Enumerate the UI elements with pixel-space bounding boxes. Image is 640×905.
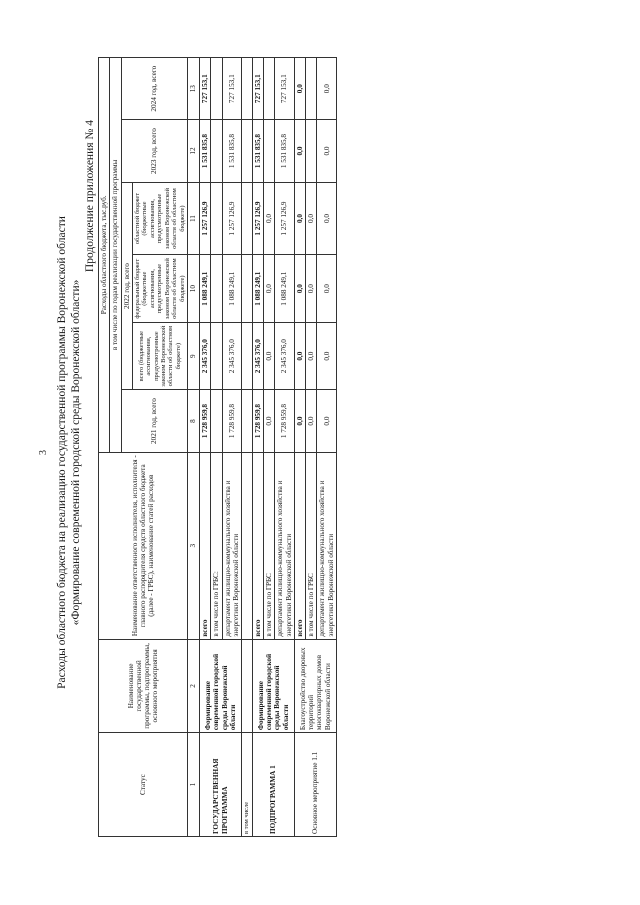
header-status: Статус	[99, 733, 188, 837]
row-status: ГОСУДАРСТВЕННАЯ ПРОГРАММА	[200, 733, 242, 837]
header-2023: 2023 год, всего	[121, 120, 188, 182]
header-name: Наименование государственной программы, подпрограммы, основного мероприятия	[99, 639, 188, 732]
document-title-line-1: Расходы областного бюджета на реализацию государственной программы Воронежской области	[56, 216, 68, 689]
col-num: 10	[188, 255, 200, 323]
cell-value: 0,0	[294, 120, 305, 182]
cell-value: 1 728 959,8	[200, 390, 211, 452]
column-numbers-row	[188, 58, 200, 837]
header-2022: 2022 год, всего	[121, 182, 132, 390]
cell-value: 1 531 835,8	[222, 120, 242, 182]
row-label: в том числе по ГРБС:	[211, 452, 222, 639]
cell-value	[211, 58, 222, 120]
col-num: 8	[188, 390, 200, 452]
col-num: 9	[188, 322, 200, 390]
header-executor: Наименование ответственного исполнителя, исполнителя - главного распорядителя средств областного бюджета (далее - ГРБС), наименование статей расходов	[99, 452, 188, 639]
col-num: 2	[188, 639, 200, 732]
cell-value: 0,0	[264, 322, 275, 390]
cell-value: 2 345 376,0	[275, 322, 295, 390]
cell-value: 1 728 959,8	[275, 390, 295, 452]
row-label: департамент жилищно-коммунального хозяйства и энергетики Воронежской области	[275, 452, 295, 639]
header-2022-regional: областной бюджет (бюджетные ассигнования, предусмотренные законом Воронежской области об областном бюджете)	[132, 182, 187, 255]
col-num: 12	[188, 120, 200, 182]
cell-value: 1 531 835,8	[275, 120, 295, 182]
row-label: в том числе по ГРБС	[264, 452, 275, 639]
cell-value: 1 257 126,9	[200, 182, 211, 255]
row-label: департамент жилищно-коммунального хозяйства и энергетики Воронежской области	[317, 452, 337, 639]
cell-value: 0,0	[317, 58, 337, 120]
page-number: 3	[38, 450, 49, 455]
cell-value	[306, 58, 317, 120]
cell-value: 1 531 835,8	[252, 120, 263, 182]
cell-value: 0,0	[306, 255, 317, 323]
expenses-table	[98, 57, 337, 837]
row-name: Благоустройство дворовых территорий многоквартирных домов Воронежской области	[294, 639, 336, 732]
cell-value: 2 345 376,0	[252, 322, 263, 390]
row-label: всего	[252, 452, 263, 639]
document-title-line-2: «Формирование современной городской среды Воронежской области»	[70, 279, 82, 626]
cell-value	[211, 182, 222, 255]
cell-value	[306, 120, 317, 182]
table-row	[294, 58, 305, 837]
cell-value: 0,0	[317, 390, 337, 452]
cell-value: 1 088 249,1	[252, 255, 263, 323]
cell-value: 1 531 835,8	[200, 120, 211, 182]
cell-value: 0,0	[294, 255, 305, 323]
cell-value: 1 728 959,8	[222, 390, 242, 452]
header-2021: 2021 год, всего	[121, 390, 188, 452]
cell-value: 727 153,1	[200, 58, 211, 120]
cell-value: 2 345 376,0	[222, 322, 242, 390]
cell-value: 1 088 249,1	[275, 255, 295, 323]
row-status: Основное мероприятие 1.1	[294, 733, 336, 837]
col-num: 13	[188, 58, 200, 120]
cell-value	[211, 255, 222, 323]
table-row	[252, 58, 263, 837]
cell-value: 0,0	[294, 322, 305, 390]
cell-value: 0,0	[294, 58, 305, 120]
table-row	[242, 58, 252, 837]
cell-value	[211, 390, 222, 452]
cell-value: 727 153,1	[252, 58, 263, 120]
cell-value	[211, 322, 222, 390]
col-num: 1	[188, 733, 200, 837]
row-label: в том числе по ГРБС	[306, 452, 317, 639]
cell-value: 727 153,1	[222, 58, 242, 120]
col-num: 3	[188, 452, 200, 639]
header-by-years: в том числе по годам реализации государственной программы	[110, 58, 121, 453]
cell-value: 1 088 249,1	[222, 255, 242, 323]
cell-value: 0,0	[264, 255, 275, 323]
cell-value: 0,0	[317, 322, 337, 390]
row-status: ПОДПРОГРАММА 1	[252, 733, 294, 837]
row-label: департамент жилищно-коммунального хозяйства и энергетики Воронежской области	[222, 452, 242, 639]
row-name: Формирование современной городской среды Воронежской области	[200, 639, 242, 732]
row-including-label: в том числе	[242, 733, 252, 837]
cell-value: 0,0	[306, 390, 317, 452]
col-num: 11	[188, 182, 200, 255]
cell-value: 1 088 249,1	[200, 255, 211, 323]
cell-value: 0,0	[317, 255, 337, 323]
cell-value: 1 257 126,9	[275, 182, 295, 255]
cell-value	[264, 120, 275, 182]
cell-value: 0,0	[306, 182, 317, 255]
cell-value: 0,0	[317, 182, 337, 255]
cell-value: 2 345 376,0	[200, 322, 211, 390]
cell-value: 0,0	[294, 182, 305, 255]
cell-value: 0,0	[264, 182, 275, 255]
row-label: всего	[200, 452, 211, 639]
cell-value: 0,0	[264, 390, 275, 452]
cell-value: 1 728 959,8	[252, 390, 263, 452]
row-name: Формирование современной городской среды Воронежской области	[252, 639, 294, 732]
header-2022-total: всего (бюджетные ассигнования, предусмотренные законом Воронежской области об областном бюджете)	[132, 322, 187, 390]
cell-value: 1 257 126,9	[222, 182, 242, 255]
cell-value	[211, 120, 222, 182]
header-2024: 2024 год, всего	[121, 58, 188, 120]
table-row	[200, 58, 211, 837]
cell-value: 0,0	[317, 120, 337, 182]
header-2022-federal: федеральный бюджет (бюджетные ассигнования, предусмотренные законом Воронежской области об областном бюджете)	[132, 255, 187, 323]
row-label: всего	[294, 452, 305, 639]
appendix-label: Продолжение приложения № 4	[84, 120, 96, 273]
header-expenses: Расходы областного бюджета, тыс.руб.	[99, 58, 110, 453]
cell-value	[264, 58, 275, 120]
cell-value: 727 153,1	[275, 58, 295, 120]
cell-value: 0,0	[306, 322, 317, 390]
cell-value: 1 257 126,9	[252, 182, 263, 255]
cell-value: 0,0	[294, 390, 305, 452]
